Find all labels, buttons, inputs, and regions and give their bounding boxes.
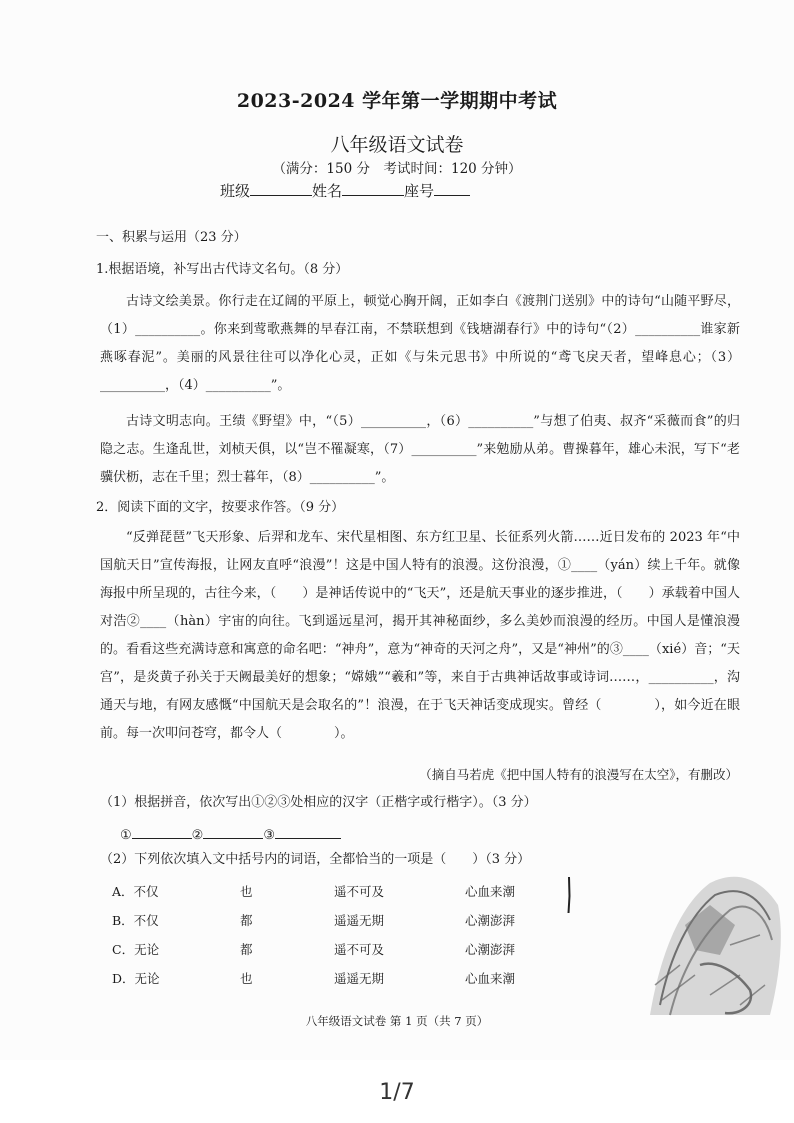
answer-blank-1[interactable] [132, 824, 192, 839]
pen-stroke-mark [566, 876, 572, 914]
question-1-prompt: 1.根据语境，补写出古代诗文名句。（8 分） [96, 262, 349, 277]
option-cell: 心血来潮 [465, 884, 516, 899]
seat-label: 座号 [404, 182, 435, 200]
name-label: 姓名 [312, 182, 343, 200]
option-cell: 心潮澎湃 [465, 942, 516, 957]
sub-question-1: （1）根据拼音，依次写出①②③处相应的汉字（正楷字或行楷字）。（3 分） [100, 795, 537, 810]
exam-title: 2023-2024 学年第一学期期中考试 [236, 90, 558, 112]
option-row[interactable] [112, 969, 552, 987]
option-cell: D．无论 [112, 971, 160, 986]
option-cell: C．无论 [112, 942, 160, 957]
exam-info: （满分：150 分 考试时间：120 分钟） [272, 161, 522, 177]
answer-mark-1: ① [120, 828, 132, 843]
option-cell: A．不仅 [112, 884, 159, 899]
option-cell: 遥遥无期 [334, 913, 385, 928]
exam-subtitle: 八年级语文试卷 [330, 134, 464, 156]
option-row[interactable] [112, 882, 552, 900]
answer-blank-2[interactable] [203, 824, 263, 839]
option-cell: 遥不可及 [334, 942, 385, 957]
page-counter: 1/7 [379, 1080, 415, 1105]
option-cell: 遥遥无期 [334, 971, 385, 986]
page-footer: 八年级语文试卷 第 1 页（共 7 页） [305, 1014, 489, 1028]
question-2-passage: “反弹琵琶”飞天形象、后羿和龙车、宋代星相图、东方红卫星、长征系列火箭……近日发布的 2023 年“中国航天日”宣传海报，让网友直呼“浪漫”！这是中国人特有的浪漫。这份浪漫，①____（yán）续上千年。就像海报中所呈现的，古往今来，（ ）是神话传说中的“飞天”，还是航天事业的逐步推进，（ ）承载着中国人对浩②____（hàn）宇宙的向往。飞到遥远星河，揭开其神秘面纱，多么美妙而浪漫的经历。中国人是懂浪漫的。看看这些充满诗意和寓意的命名吧：“神舟”，意为“神奇的天河之舟”，又是“神州”的③____（xié）音；“天宫”，是炎黄子孙关于天阙最美好的想象；“嫦娥”“羲和”等，来自于古典神话故事或诗词……，__________，沟通天与地，有网友感慨“中国航天是会取名的”！浪漫，在于飞天神话变成现实。曾经（ ），如今近在眼前。每一次叩问苍穹，都令人（ ）。 [100, 530, 740, 741]
option-cell: 心血来潮 [465, 971, 516, 986]
answer-mark-3: ③ [263, 828, 275, 843]
section-title: 一、积累与运用（23 分） [96, 230, 247, 245]
question-1-paragraph-1: 古诗文绘美景。你行走在辽阔的平原上，顿觉心胸开阔，正如李白《渡荆门送别》中的诗句“山随平野尽，（1）__________。你来到莺歌燕舞的早春江南，不禁联想到《钱塘湖春行》中的诗句“（2）__________谁家新燕啄春泥”。美丽的风景往往可以净化心灵，正如《与朱元思书》中所说的“鸢飞戾天者，望峰息心；（3）__________，（4）__________”。 [100, 294, 740, 393]
option-cell: 也 [240, 971, 253, 986]
option-cell: 也 [240, 884, 253, 899]
student-info-line [220, 180, 470, 201]
option-cell: 心潮澎湃 [465, 913, 516, 928]
question-1-paragraph-2: 古诗文明志向。王绩《野望》中，“（5）__________，（6）__________”与想了伯夷、叔齐“采薇而食”的归隐之志。生逢乱世，刘桢天俱，以“岂不罹凝寒，（7）__________”来勉励从弟。曹操暮年，雄心未泯，写下“老骥伏枥，志在千里；烈士暮年，（8）__________”。 [100, 414, 740, 485]
pencil-scribble [640, 865, 785, 1025]
answer-mark-2: ② [191, 828, 204, 843]
option-cell: B．不仅 [112, 913, 159, 928]
option-cell: 都 [240, 913, 253, 928]
answer-blank-3[interactable] [275, 824, 341, 839]
name-blank[interactable] [342, 181, 404, 196]
answer-blanks [120, 824, 341, 843]
option-row[interactable] [112, 940, 552, 958]
option-cell: 遥不可及 [334, 884, 385, 899]
class-blank[interactable] [250, 181, 312, 196]
option-cell: 都 [240, 942, 253, 957]
sub-question-2: （2）下列依次填入文中括号内的词语，全都恰当的一项是（ ）（3 分） [100, 852, 531, 867]
passage-source: （摘自马若虎《把中国人特有的浪漫写在太空》，有删改） [419, 767, 738, 782]
seat-blank[interactable] [434, 181, 470, 196]
question-2-prompt: 2．阅读下面的文字，按要求作答。（9 分） [96, 500, 345, 515]
class-label: 班级 [220, 182, 251, 200]
option-row[interactable] [112, 911, 552, 929]
